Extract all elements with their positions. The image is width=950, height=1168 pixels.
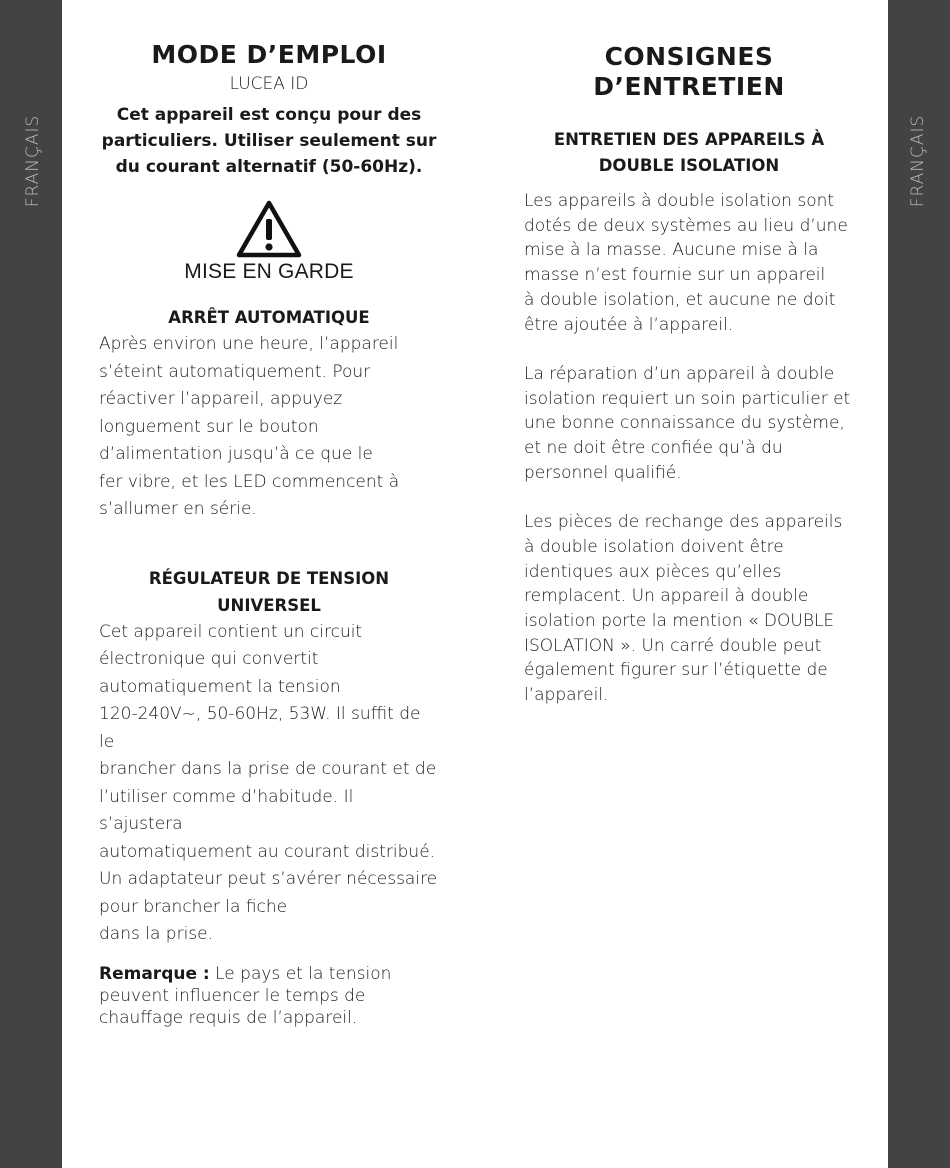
voltage-text [99, 619, 439, 949]
text-line: également figurer sur l’étiquette de [524, 660, 828, 681]
intro-text [99, 102, 439, 180]
text-line: et ne doit être confiée qu’à du [524, 438, 783, 459]
paragraph [524, 510, 854, 708]
heading-line: ENTRETIEN DES APPAREILS À [553, 130, 825, 149]
text-line: Après environ une heure, l’appareil [99, 334, 399, 354]
text-line: automatiquement au courant distribué. [99, 841, 436, 862]
language-label: FRANÇAIS [908, 114, 928, 208]
title-line: CONSIGNES [604, 42, 774, 71]
text-line: identiques aux pièces qu’elles [524, 561, 782, 582]
page-title: MODE D’EMPLOI [151, 40, 387, 69]
text-line: être ajoutée à l’appareil. [524, 314, 734, 335]
text-line: l’appareil. [524, 685, 609, 706]
text-line: masse n’est fournie sur un appareil [524, 265, 826, 286]
warning-triangle-icon [236, 200, 302, 258]
auto-off-text [99, 331, 439, 524]
text-line: remplacent. Un appareil à double [524, 586, 809, 607]
text-line: s’éteint automatiquement. Pour [99, 361, 371, 382]
intro-line: du courant alternatif (50-60Hz). [115, 157, 423, 177]
intro-line: particuliers. Utiliser seulement sur [101, 131, 437, 151]
text-line: Un adaptateur peut s’avérer nécessaire [99, 869, 438, 889]
text-line: dans la prise. [99, 924, 214, 944]
text-line: réactiver l’appareil, appuyez [99, 389, 343, 409]
text-line: personnel qualifié. [524, 462, 682, 483]
text-line: fer vibre, et les LED commencent à [99, 471, 400, 492]
note-text: Le pays et la tension [209, 963, 392, 984]
note-block [99, 963, 439, 1029]
heading-line: DOUBLE ISOLATION [598, 156, 780, 175]
text-line: longuement sur le bouton [99, 416, 319, 437]
text-line: électronique qui convertit [99, 649, 319, 669]
text-line: isolation requiert un soin particulier et [524, 388, 851, 409]
right-column [524, 0, 854, 708]
text-line: mise à la masse. Aucune mise à la [524, 240, 819, 261]
paragraph [524, 362, 854, 486]
text-line: s’allumer en série. [99, 499, 257, 519]
double-insulation-heading [524, 127, 854, 179]
auto-off-heading: ARRÊT AUTOMATIQUE [168, 308, 370, 327]
text-line: à double isolation, et aucune ne doit [524, 289, 836, 310]
product-name: LUCEA ID [229, 74, 309, 94]
text-line: ISOLATION ». Un carré double peut [524, 635, 822, 656]
text-line: pour brancher la fiche [99, 896, 288, 917]
text-line: Les appareils à double isolation sont [524, 191, 835, 211]
left-column [99, 0, 439, 1029]
heading-line: UNIVERSEL [217, 595, 321, 615]
maintenance-title [524, 42, 854, 102]
text-line: une bonne connaissance du système, [524, 413, 845, 434]
text-line: dotés de deux systèmes au lieu d’une [524, 215, 848, 236]
note-line: chauffage requis de l’appareil. [99, 1007, 358, 1028]
note-label: Remarque : [99, 963, 210, 984]
title-line: D’ENTRETIEN [593, 72, 785, 101]
heading-line: RÉGULATEUR DE TENSION [148, 568, 390, 588]
warning-label: MISE EN GARDE [184, 260, 354, 283]
warning-block [99, 200, 439, 284]
text-line: Les pièces de rechange des appareils [524, 512, 843, 533]
maintenance-text [524, 189, 854, 708]
text-line: isolation porte la mention « DOUBLE [524, 610, 835, 631]
language-label: FRANÇAIS [23, 114, 43, 208]
left-sidebar [0, 0, 62, 1168]
text-line: d’alimentation jusqu’à ce que le [99, 444, 373, 464]
text-line: à double isolation doivent être [524, 536, 784, 557]
text-line: brancher dans la prise de courant et de [99, 759, 437, 779]
voltage-heading [99, 565, 439, 619]
paragraph [524, 189, 854, 337]
right-sidebar [888, 0, 950, 1168]
note-line: peuvent influencer le temps de [99, 985, 366, 1006]
text-line: automatiquement la tension [99, 676, 341, 697]
text-line: l’utiliser comme d’habitude. Il s’ajustera [99, 786, 354, 834]
text-line: Cet appareil contient un circuit [99, 621, 363, 642]
text-line: 120-240V~, 50-60Hz, 53W. Il suffit de le [99, 704, 421, 752]
note-line [99, 963, 439, 985]
text-line: La réparation d’un appareil à double [524, 363, 835, 384]
intro-line: Cet appareil est conçu pour des [116, 105, 422, 125]
